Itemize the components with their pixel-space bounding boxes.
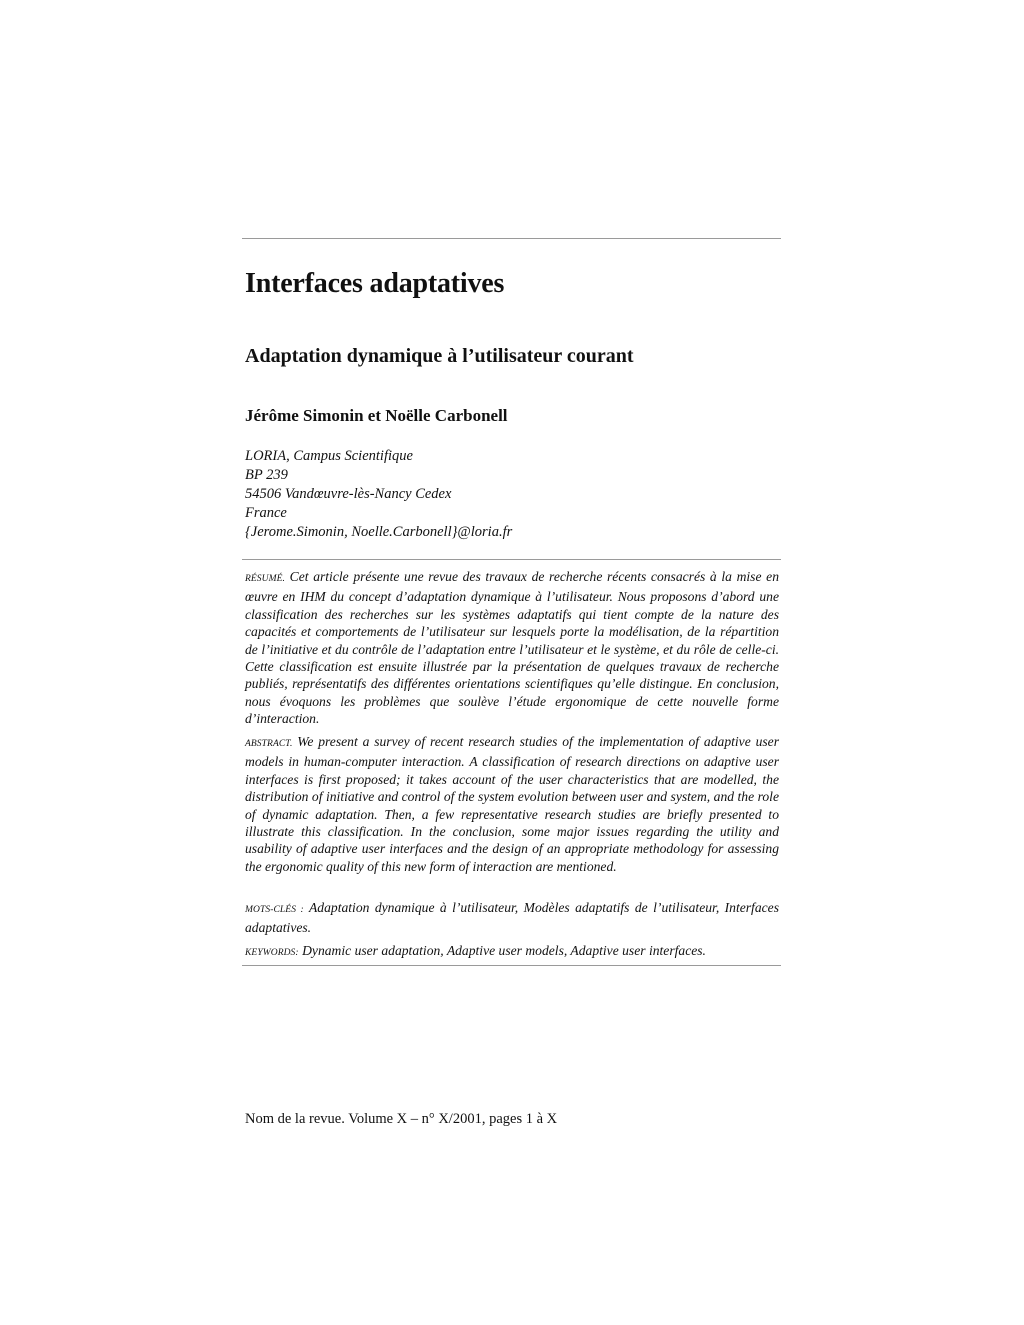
abstract-top-rule: [242, 559, 781, 560]
affiliation-line: LORIA, Campus Scientifique: [245, 448, 413, 464]
affiliation-line: 54506 Vandœuvre-lès-Nancy Cedex: [245, 486, 452, 502]
keywords-text: Dynamic user adaptation, Adaptive user models, Adaptive user interfaces.: [302, 943, 706, 958]
author-emails: {Jerome.Simonin, Noelle.Carbonell}@loria.fr: [245, 524, 513, 540]
paper-title: Interfaces adaptatives: [245, 268, 505, 299]
resume-label: RÉSUMÉ.: [245, 574, 286, 584]
abstract-text: We present a survey of recent research studies of the implementation of adaptive user models in human-computer interaction. A classification of research directions on adaptive user interfaces is first proposed; it takes account of the user characteristics that are modelled, the distribution of initiative and control of the system evolution between user and system, and the role of dynamic adaptation. Then, a few representative research studies are briefly presented to illustrate this classification. In the conclusion, some major issues regarding the utility and usability of adaptive user interfaces and the design of an appropriate methodology for assessing the ergonomic quality of this new form of interaction are mentioned.: [245, 734, 779, 874]
authors: Jérôme Simonin et Noëlle Carbonell: [245, 406, 508, 425]
journal-footer: Nom de la revue. Volume X – n° X/2001, pages 1 à X: [245, 1111, 558, 1127]
abstract-paragraph: [245, 733, 779, 875]
abstract-label: ABSTRACT.: [245, 739, 293, 749]
paper-subtitle: Adaptation dynamique à l’utilisateur courant: [245, 345, 634, 367]
resume-paragraph: [245, 568, 779, 728]
mots-cles-paragraph: [245, 899, 779, 937]
top-rule: [242, 238, 781, 239]
keywords-paragraph: [245, 942, 779, 962]
mots-cles-label: MOTS-CLÉS :: [245, 905, 304, 915]
affiliation-line: France: [245, 505, 287, 521]
abstract-bottom-rule: [242, 965, 781, 966]
mots-cles-text: Adaptation dynamique à l’utilisateur, Modèles adaptatifs de l’utilisateur, Interfaces adaptatives.: [245, 900, 779, 936]
resume-text: Cet article présente une revue des travaux de recherche récents consacrés à la mise en œuvre en IHM du concept d’adaptation dynamique à l’utilisateur. Nous proposons d’abord une classification des recherches sur les systèmes adaptatifs qui tient compte de la nature des capacités et comportements de l’utilisateur sur lesquels porte la modélisation, de la répartition de l’initiative et du contrôle de l’adaptation entre l’utilisateur et le système, et du rôle de celle-ci. Cette classification est ensuite illustrée par la présentation de quelques travaux de recherche publiés, représentatifs des différentes orientations scientifiques qu’elle distingue. En conclusion, nous évoquons les problèmes que soulève l’étude ergonomique de cette nouvelle forme d’interaction.: [245, 569, 779, 727]
affiliation-block: [245, 447, 512, 542]
affiliation-line: BP 239: [245, 467, 288, 483]
keywords-label: KEYWORDS:: [245, 948, 299, 958]
